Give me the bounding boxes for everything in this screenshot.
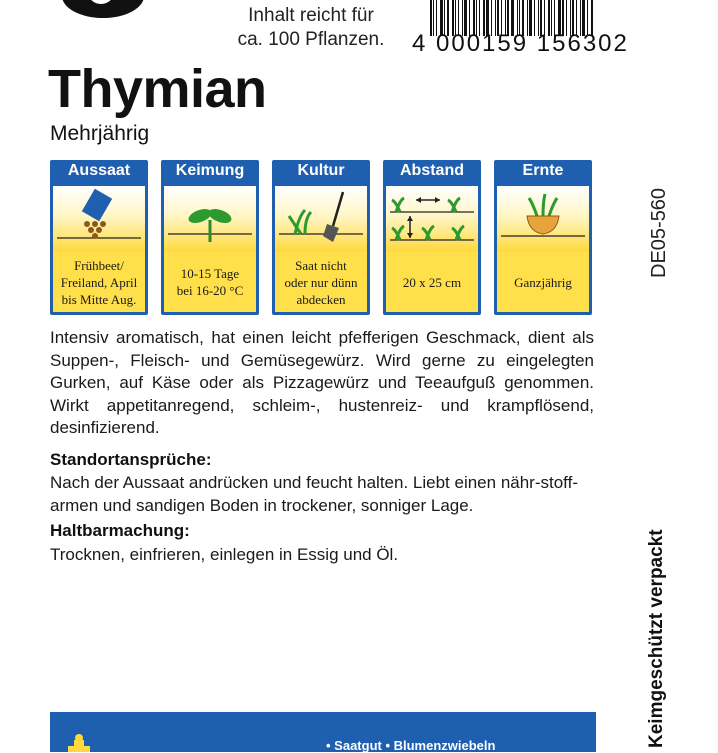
section-text: Nach der Aussaat andrücken und feucht halten. Liebt einen nähr-stoff-armen und sandigen Boden in trockener, sonniger Lage. <box>50 473 578 515</box>
content-note: Inhalt reicht für ca. 100 Pflanzen. <box>237 5 385 50</box>
product-subtitle: Mehrjährig <box>50 122 150 145</box>
barcode-number: 4 000159 156302 <box>412 30 629 57</box>
tile-keimung <box>161 160 259 315</box>
spade-icon <box>275 186 367 252</box>
section-heading: Haltbarmachung: <box>50 521 190 540</box>
spacing-icon <box>386 186 478 252</box>
tile-text: 10-15 Tage bei 16-20 °C <box>164 252 256 312</box>
tile-text: Ganzjährig <box>497 252 589 312</box>
side-label <box>640 530 680 750</box>
article-code-text: DE05-560 <box>648 187 670 278</box>
tile-text: 20 x 25 cm <box>386 252 478 312</box>
brand-logo <box>62 0 144 18</box>
section-heading: Standortansprüche: <box>50 450 212 469</box>
seed-packet-icon <box>53 186 145 252</box>
side-label-text: Keimgeschützt verpackt <box>646 529 667 748</box>
tile-text: Frühbeet/ Freiland, April bis Mitte Aug. <box>53 252 145 312</box>
cultivation-icons <box>50 160 592 315</box>
tile-label: Abstand <box>400 162 464 179</box>
tile-text: Saat nicht oder nur dünn abdecken <box>275 252 367 312</box>
mascot-icon <box>68 734 90 752</box>
tile-label: Ernte <box>522 162 564 179</box>
product-description: Intensiv aromatisch, hat einen leicht pfefferigen Geschmack, dient als Suppen-, Fleisch- und Gemüsegewürz. Wird gerne zu eingelegten Gurken, auf Käse oder als Pizzagewürz und Teeaufguß genommen. Wirkt appetitanregend, schleim-, hustenreiz- und krampflösend, desinfizierend. <box>50 328 594 437</box>
footer-band <box>50 712 596 752</box>
tile-aussaat <box>50 160 148 315</box>
tile-label: Aussaat <box>67 162 131 179</box>
harvest-bowl-icon <box>497 186 589 252</box>
tile-ernte <box>494 160 592 315</box>
article-code <box>644 180 674 280</box>
tile-label: Keimung <box>175 162 245 179</box>
tile-abstand <box>383 160 481 315</box>
product-title: Thymian <box>48 59 267 119</box>
seedling-icon <box>164 186 256 252</box>
footer-text: • Saatgut • Blumenzwiebeln <box>326 738 496 753</box>
tile-label: Kultur <box>297 162 345 179</box>
tile-kultur <box>272 160 370 315</box>
section-text: Trocknen, einfrieren, einlegen in Essig und Öl. <box>50 545 399 564</box>
